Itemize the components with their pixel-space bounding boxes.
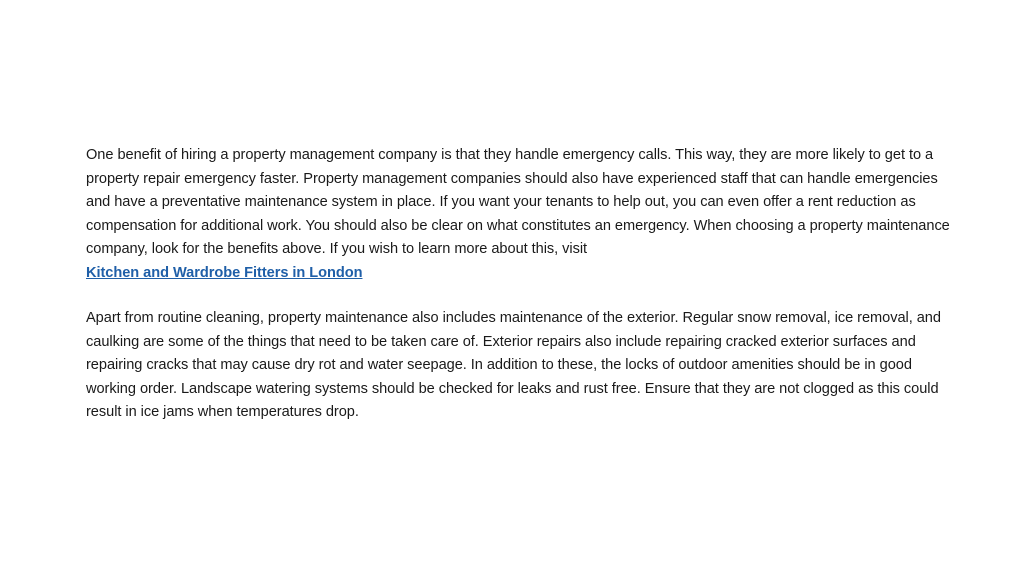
article-body [86, 144, 954, 447]
paragraph-exterior-text: Apart from routine cleaning, property maintenance also includes maintenance of the exterior. Regular snow removal, ice removal, and caulking are some of the things that need to be taken care of. Exterior repairs also include repairing cracked exterior surfaces and repairing cracks that may cause dry rot and water seepage. In addition to these, the locks of outdoor amenities should be in good working order. Landscape watering systems should be checked for leaks and rust free. Ensure that they are not clogged as this could result in ice jams when temperatures drop. [86, 310, 941, 420]
kitchen-wardrobe-fitters-link[interactable]: Kitchen and Wardrobe Fitters in London [86, 264, 363, 281]
paragraph-emergency [86, 144, 954, 285]
paragraph-exterior-maintenance [86, 307, 954, 425]
paragraph-emergency-text: One benefit of hiring a property management company is that they handle emergency calls. This way, they are more likely to get to a property repair emergency faster. Property management companies should also have experienced staff that can handle emergencies and have a preventative maintenance system in place. If you want your tenants to help out, you can even offer a rent reduction as compensation for additional work. You should also be clear on what constitutes an emergency. When choosing a property maintenance company, look for the benefits above. If you wish to learn more about this, visit [86, 147, 950, 257]
